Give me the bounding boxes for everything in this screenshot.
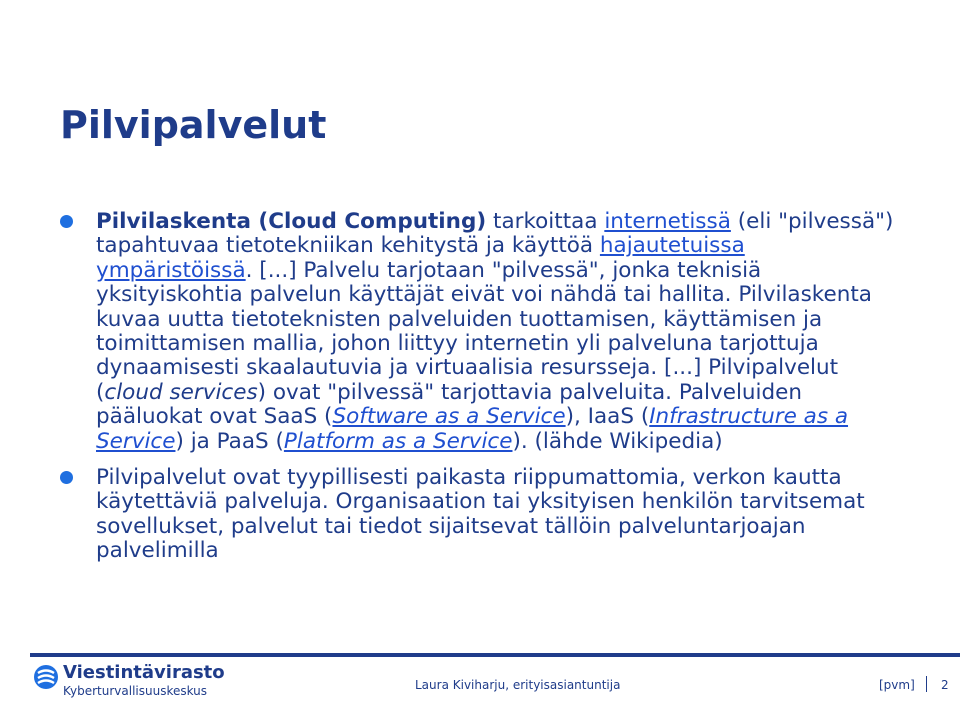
bullet-text: Pilvipalvelut ovat tyypillisesti paikasta riippumattomia, verkon kautta käytettäviä palveluja. Organisaation tai yksityisen henkilön tarvitsemat sovellukset, palvelut tai tiedot sijaitsevat tällöin palveluntarjoajan palvelimilla (96, 465, 865, 564)
link-infrastructure-as-a-service[interactable]: Infrastructure as a Service (96, 404, 849, 454)
viestintavirasto-logo-icon (33, 664, 59, 690)
text-segment: ). (lähde Wikipedia) (512, 428, 723, 454)
text-segment: ), IaaS ( (565, 404, 650, 430)
bullet-item-cloud-computing (60, 210, 900, 454)
footer-author: Laura Kiviharju, erityisasiantuntija (415, 678, 621, 692)
link-software-as-a-service[interactable]: Software as a Service (332, 404, 566, 430)
text-segment: tarkoittaa (486, 209, 605, 234)
footer-separator (926, 676, 927, 692)
footer-date: [pvm] (879, 678, 915, 692)
bullet-dot-icon (60, 471, 73, 484)
logo-name: Viestintävirasto (63, 662, 225, 683)
bullet-dot-icon (60, 215, 73, 228)
term-cloud-computing: Pilvilaskenta (Cloud Computing) (96, 209, 487, 234)
link-internetissa[interactable]: internetissä (604, 209, 731, 234)
text-segment: . [...] Palvelu tarjotaan "pilvessä", jonka teknisiä yksityiskohtia palvelun käyttäjät eivät voi nähdä tai hallita. Pilvilaskenta kuvaa uutta tietoteknisten palveluiden tuottamisen, käyttämisen ja toimittamisen mallia, johon liittyy internetin yli palveluna tarjottuja dynaamisesti skaalautuvia ja virtuaalisia resursseja. [...] Pilvipalvelut ( (96, 257, 872, 405)
text-segment: (eli "pilvessä") tapahtuvaa tietotekniikan kehitystä ja käyttöä (96, 209, 894, 259)
footer-divider (30, 653, 960, 657)
link-hajautetuissa-ymparistoissa[interactable]: hajautetuissa ympäristöissä (96, 233, 745, 283)
text-segment: ) ovat "pilvessä" tarjottavia palveluita. Palveluiden pääluokat ovat SaaS ( (96, 379, 803, 430)
term-cloud-services: cloud services (104, 379, 258, 405)
bullet-item-pilvipalvelut (60, 466, 900, 564)
logo-subtitle: Kyberturvallisuuskeskus (63, 684, 208, 698)
slide-title: Pilvipalvelut (60, 103, 327, 147)
text-segment: ) ja PaaS ( (175, 428, 284, 454)
viestintavirasto-logo (33, 662, 233, 702)
bullet-list (60, 210, 900, 576)
page-number: 2 (941, 678, 949, 692)
link-platform-as-a-service[interactable]: Platform as a Service (283, 428, 513, 454)
